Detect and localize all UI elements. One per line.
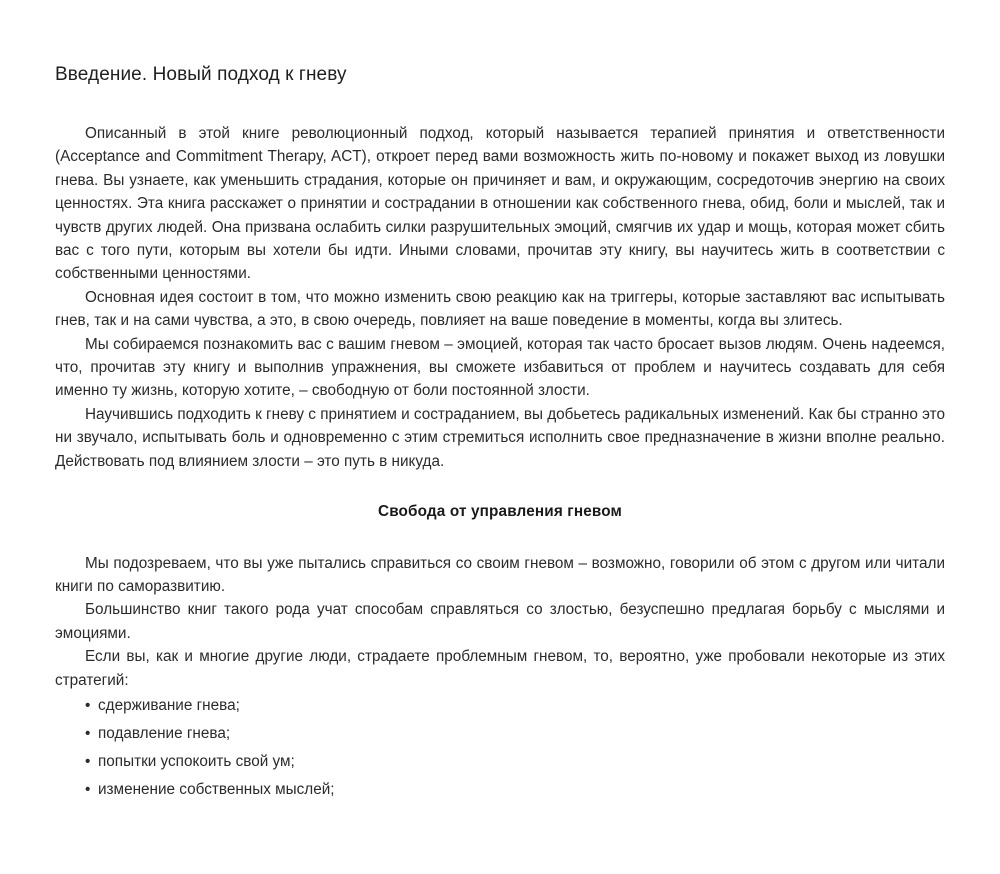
strategies-list — [55, 692, 945, 804]
list-item-label: подавление гнева; — [98, 724, 231, 742]
paragraph-intro-2: Основная идея состоит в том, что можно изменить свою реакцию как на триггеры, которые заставляют вас испытывать гнев, так и на сами чувства, а это, в свою очередь, повлияет на ваше поведение в моменты, когда вы злитесь. — [55, 288, 945, 330]
document-content — [55, 62, 945, 804]
list-item — [85, 748, 945, 776]
spacer-after-section-heading — [55, 524, 945, 552]
list-item — [85, 720, 945, 748]
list-item-label: изменение собственных мыслей; — [98, 780, 335, 798]
bullet-icon: • — [85, 696, 91, 714]
paragraph-intro-4: Научившись подходить к гневу с принятием и состраданием, вы добьетесь радикальных изменений. Как бы странно это ни звучало, испытывать боль и одновременно с этим стремиться исполнить свое предназначение в жизни вполне реально. Действовать под влиянием злости – это путь в никуда. — [55, 405, 945, 470]
section-heading: Свобода от управления гневом — [378, 503, 622, 521]
paragraph-section-1: Мы подозреваем, что вы уже пытались справиться со своим гневом – возможно, говорили об этом с другом или читали книги по саморазвитию. — [55, 554, 945, 595]
list-item — [85, 776, 945, 804]
bullet-icon: • — [85, 780, 91, 798]
paragraph-section-2: Большинство книг такого рода учат способам справляться со злостью, безуспешно предлагая борьбу с мыслями и эмоциями. — [55, 601, 945, 642]
bullet-icon: • — [85, 724, 91, 742]
spacer-before-section-heading — [55, 473, 945, 500]
list-item — [85, 692, 945, 720]
list-item-label: сдерживание гнева; — [98, 696, 240, 714]
paragraph-intro-3: Мы собираемся познакомить вас с вашим гневом – эмоцией, которая так часто бросает вызов людям. Очень надеемся, что, прочитав эту книгу и выполнив упражнения, вы сможете избавиться от проблем и научитесь создавать для себя именно ту жизнь, которую хотите, – свободную от боли постоянной злости. — [55, 335, 945, 400]
chapter-title: Введение. Новый подход к гневу — [55, 64, 347, 85]
paragraph-section-3: Если вы, как и многие другие люди, страдаете проблемным гневом, то, вероятно, уже пробовали некоторые из этих стратегий: — [55, 648, 945, 689]
paragraph-intro-1: Описанный в этой книге революционный подход, который называется терапией принятия и ответственности (Acceptance and Commitment Therapy, ACT), откроет перед вами возможность жить по-новому и покажет выход из ловушки гнева. Вы узнаете, как уменьшить страдания, которые он причиняет и вам, и окружающим, сосредоточив энергию на своих ценностях. Эта книга расскажет о принятии и сострадании в отношении как собственного гнева, обид, боли и мыслей, так и чувств других людей. Она призвана ослабить силки разрушительных эмоций, смягчив их удар и мощь, которая может сбить вас с того пути, которым вы хотели бы идти. Иными словами, прочитав эту книгу, вы научитесь жить в соответствии с собственными ценностями. — [55, 125, 945, 283]
list-item-label: попытки успокоить свой ум; — [98, 752, 295, 770]
bullet-icon: • — [85, 752, 91, 770]
